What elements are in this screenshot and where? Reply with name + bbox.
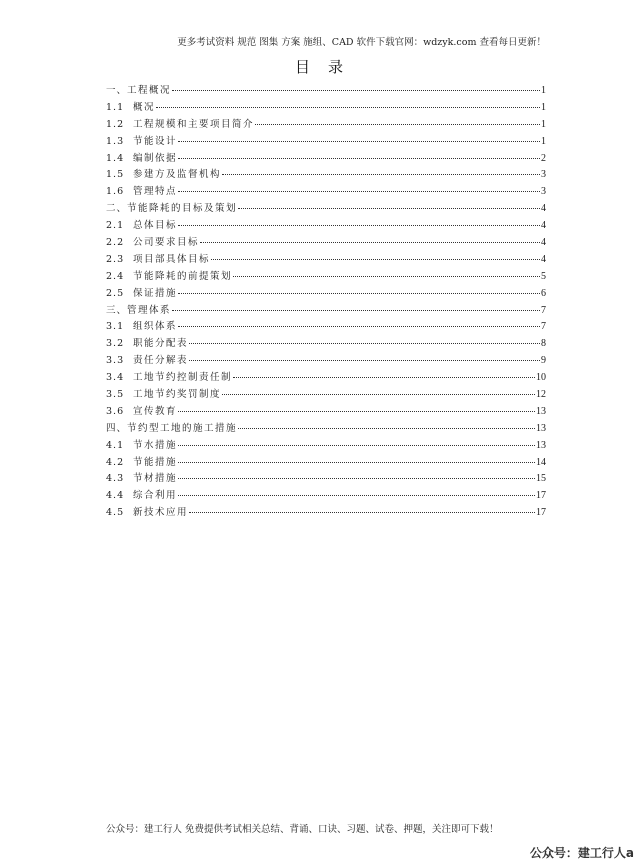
toc-entry-number: 3.2 — [106, 338, 125, 350]
toc-entry-page: 1 — [541, 85, 546, 96]
toc-entry-title: 宣传教育 — [133, 405, 178, 417]
toc-leader-dots — [178, 326, 540, 327]
toc-entry[interactable] — [106, 404, 546, 421]
toc-entry-number: 1.6 — [106, 186, 125, 198]
toc-entry-number: 4.4 — [106, 490, 125, 502]
toc-entry-page: 5 — [541, 270, 546, 282]
toc-entry-number: 三、 — [106, 304, 128, 316]
toc-leader-dots — [178, 411, 535, 412]
toc-leader-dots — [222, 174, 540, 175]
toc-leader-dots — [178, 191, 540, 192]
toc-entry[interactable] — [106, 269, 546, 286]
toc-leader-dots — [178, 445, 535, 446]
toc-entry-title: 项目部具体目标 — [133, 253, 211, 265]
toc-entry-title: 保证措施 — [133, 287, 178, 299]
toc-entry-title: 工地节约奖罚制度 — [133, 389, 222, 401]
footer-note: 公众号：建工行人 免费提供考试相关总结、背诵、口诀、习题、试卷、押题，关注即可下载！ — [106, 824, 499, 835]
table-of-contents — [106, 83, 546, 522]
toc-entry-page: 1 — [541, 118, 546, 130]
toc-entry-title: 节能设计 — [133, 135, 178, 147]
toc-leader-dots — [211, 259, 540, 260]
toc-leader-dots — [178, 225, 540, 226]
toc-entry[interactable] — [106, 336, 546, 353]
toc-entry-page: 15 — [536, 473, 546, 485]
toc-entry-page: 1 — [541, 135, 546, 147]
toc-entry[interactable] — [106, 201, 546, 218]
toc-entry-number: 一、 — [106, 85, 128, 96]
toc-entry[interactable] — [106, 471, 546, 488]
toc-entry-page: 13 — [536, 405, 546, 417]
toc-entry[interactable] — [106, 184, 546, 201]
toc-leader-dots — [172, 310, 540, 311]
toc-entry[interactable] — [106, 303, 546, 320]
toc-entry-number: 二、 — [106, 203, 128, 215]
toc-entry[interactable] — [106, 488, 546, 505]
toc-entry-page: 17 — [536, 490, 546, 502]
toc-leader-dots — [222, 394, 535, 395]
toc-entry[interactable] — [106, 353, 546, 370]
toc-entry-number: 2.3 — [106, 253, 125, 265]
toc-entry[interactable] — [106, 134, 546, 151]
toc-leader-dots — [178, 478, 535, 479]
toc-leader-dots — [238, 428, 535, 429]
toc-entry-page: 4 — [541, 220, 546, 232]
toc-entry-number: 3.5 — [106, 389, 125, 401]
toc-entry-number: 1.3 — [106, 135, 125, 147]
toc-leader-dots — [172, 90, 540, 91]
toc-entry[interactable] — [106, 218, 546, 235]
toc-entry-number: 2.5 — [106, 287, 125, 299]
toc-entry[interactable] — [106, 151, 546, 168]
toc-entry-number: 1.2 — [106, 118, 125, 130]
toc-leader-dots — [189, 360, 540, 361]
toc-entry-number: 四、 — [106, 422, 128, 434]
toc-entry-title: 工程概况 — [127, 85, 172, 96]
toc-entry-title: 工地节约控制责任制 — [133, 372, 233, 384]
toc-entry-title: 节材措施 — [133, 473, 178, 485]
toc-leader-dots — [178, 462, 535, 463]
toc-leader-dots — [189, 343, 540, 344]
toc-entry-number: 1.5 — [106, 169, 125, 181]
toc-entry[interactable] — [106, 167, 546, 184]
toc-entry[interactable] — [106, 100, 546, 117]
toc-entry-number: 2.1 — [106, 220, 125, 232]
toc-entry-number: 4.5 — [106, 507, 125, 519]
toc-leader-dots — [156, 107, 540, 108]
toc-entry-title: 管理特点 — [133, 186, 178, 198]
toc-entry-page: 17 — [536, 507, 546, 519]
toc-entry-title: 参建方及监督机构 — [133, 169, 222, 181]
toc-entry-title: 概况 — [133, 101, 156, 113]
toc-entry-page: 10 — [536, 372, 546, 384]
toc-entry-page: 4 — [541, 253, 546, 265]
toc-leader-dots — [200, 242, 540, 243]
toc-entry-number: 1.4 — [106, 152, 125, 164]
toc-entry-number: 1.1 — [106, 101, 125, 113]
toc-entry-page: 8 — [541, 338, 546, 350]
toc-entry-number: 2.4 — [106, 270, 125, 282]
toc-entry-title: 节能降耗的前提策划 — [133, 270, 233, 282]
toc-entry-title: 节能措施 — [133, 456, 178, 468]
toc-entry[interactable] — [106, 286, 546, 303]
toc-leader-dots — [238, 208, 540, 209]
toc-entry-page: 7 — [541, 304, 546, 316]
toc-entry[interactable] — [106, 387, 546, 404]
toc-leader-dots — [178, 141, 540, 142]
toc-entry-title: 责任分解表 — [133, 355, 189, 367]
toc-entry[interactable] — [106, 235, 546, 252]
toc-entry-title: 管理体系 — [127, 304, 172, 316]
toc-entry[interactable] — [106, 421, 546, 438]
toc-entry-number: 3.1 — [106, 321, 125, 333]
toc-entry-page: 3 — [541, 186, 546, 198]
toc-entry-title: 节约型工地的施工措施 — [127, 422, 238, 434]
toc-entry-page: 2 — [541, 152, 546, 164]
toc-leader-dots — [233, 377, 535, 378]
toc-entry-title: 编制依据 — [133, 152, 178, 164]
toc-entry-page: 4 — [541, 237, 546, 249]
toc-entry-title: 节水措施 — [133, 439, 178, 451]
toc-entry-title: 公司要求目标 — [133, 237, 200, 249]
toc-entry-page: 4 — [541, 203, 546, 215]
toc-leader-dots — [189, 512, 535, 513]
toc-entry-title: 职能分配表 — [133, 338, 189, 350]
toc-entry-page: 7 — [541, 321, 546, 333]
toc-entry-number: 3.6 — [106, 405, 125, 417]
toc-entry-number: 4.2 — [106, 456, 125, 468]
toc-entry[interactable] — [106, 83, 546, 100]
toc-entry-page: 14 — [536, 456, 546, 468]
watermark: 公众号：建工行人a — [529, 846, 634, 860]
toc-title: 目录 — [294, 58, 361, 76]
toc-leader-dots — [178, 158, 540, 159]
toc-entry-title: 综合利用 — [133, 490, 178, 502]
toc-entry[interactable] — [106, 252, 546, 269]
toc-entry-number: 2.2 — [106, 237, 125, 249]
toc-entry[interactable] — [106, 438, 546, 455]
toc-entry-page: 12 — [536, 389, 546, 401]
toc-entry-page: 13 — [536, 422, 546, 434]
toc-entry-number: 4.3 — [106, 473, 125, 485]
toc-entry-title: 新技术应用 — [133, 507, 189, 519]
header-note: 更多考试资料 规范 图集 方案 施组、CAD 软件下载官网：wdzyk.com 查看每日更新！ — [177, 37, 546, 48]
toc-entry-title: 工程规模和主要项目简介 — [133, 118, 255, 130]
toc-entry-page: 13 — [536, 439, 546, 451]
toc-entry[interactable] — [106, 319, 546, 336]
toc-entry[interactable] — [106, 117, 546, 134]
toc-entry-title: 组织体系 — [133, 321, 178, 333]
toc-entry[interactable] — [106, 505, 546, 522]
toc-entry-page: 9 — [541, 355, 546, 367]
toc-entry-page: 3 — [541, 169, 546, 181]
toc-leader-dots — [233, 276, 540, 277]
toc-entry-page: 6 — [541, 287, 546, 299]
toc-entry-title: 总体目标 — [133, 220, 178, 232]
toc-entry-number: 4.1 — [106, 439, 125, 451]
toc-leader-dots — [178, 495, 535, 496]
toc-entry-number: 3.4 — [106, 372, 125, 384]
toc-entry[interactable] — [106, 455, 546, 472]
toc-entry-number: 3.3 — [106, 355, 125, 367]
toc-entry[interactable] — [106, 370, 546, 387]
toc-entry-title: 节能降耗的目标及策划 — [127, 203, 238, 215]
toc-leader-dots — [178, 293, 540, 294]
toc-entry-page: 1 — [541, 101, 546, 113]
toc-leader-dots — [255, 124, 540, 125]
